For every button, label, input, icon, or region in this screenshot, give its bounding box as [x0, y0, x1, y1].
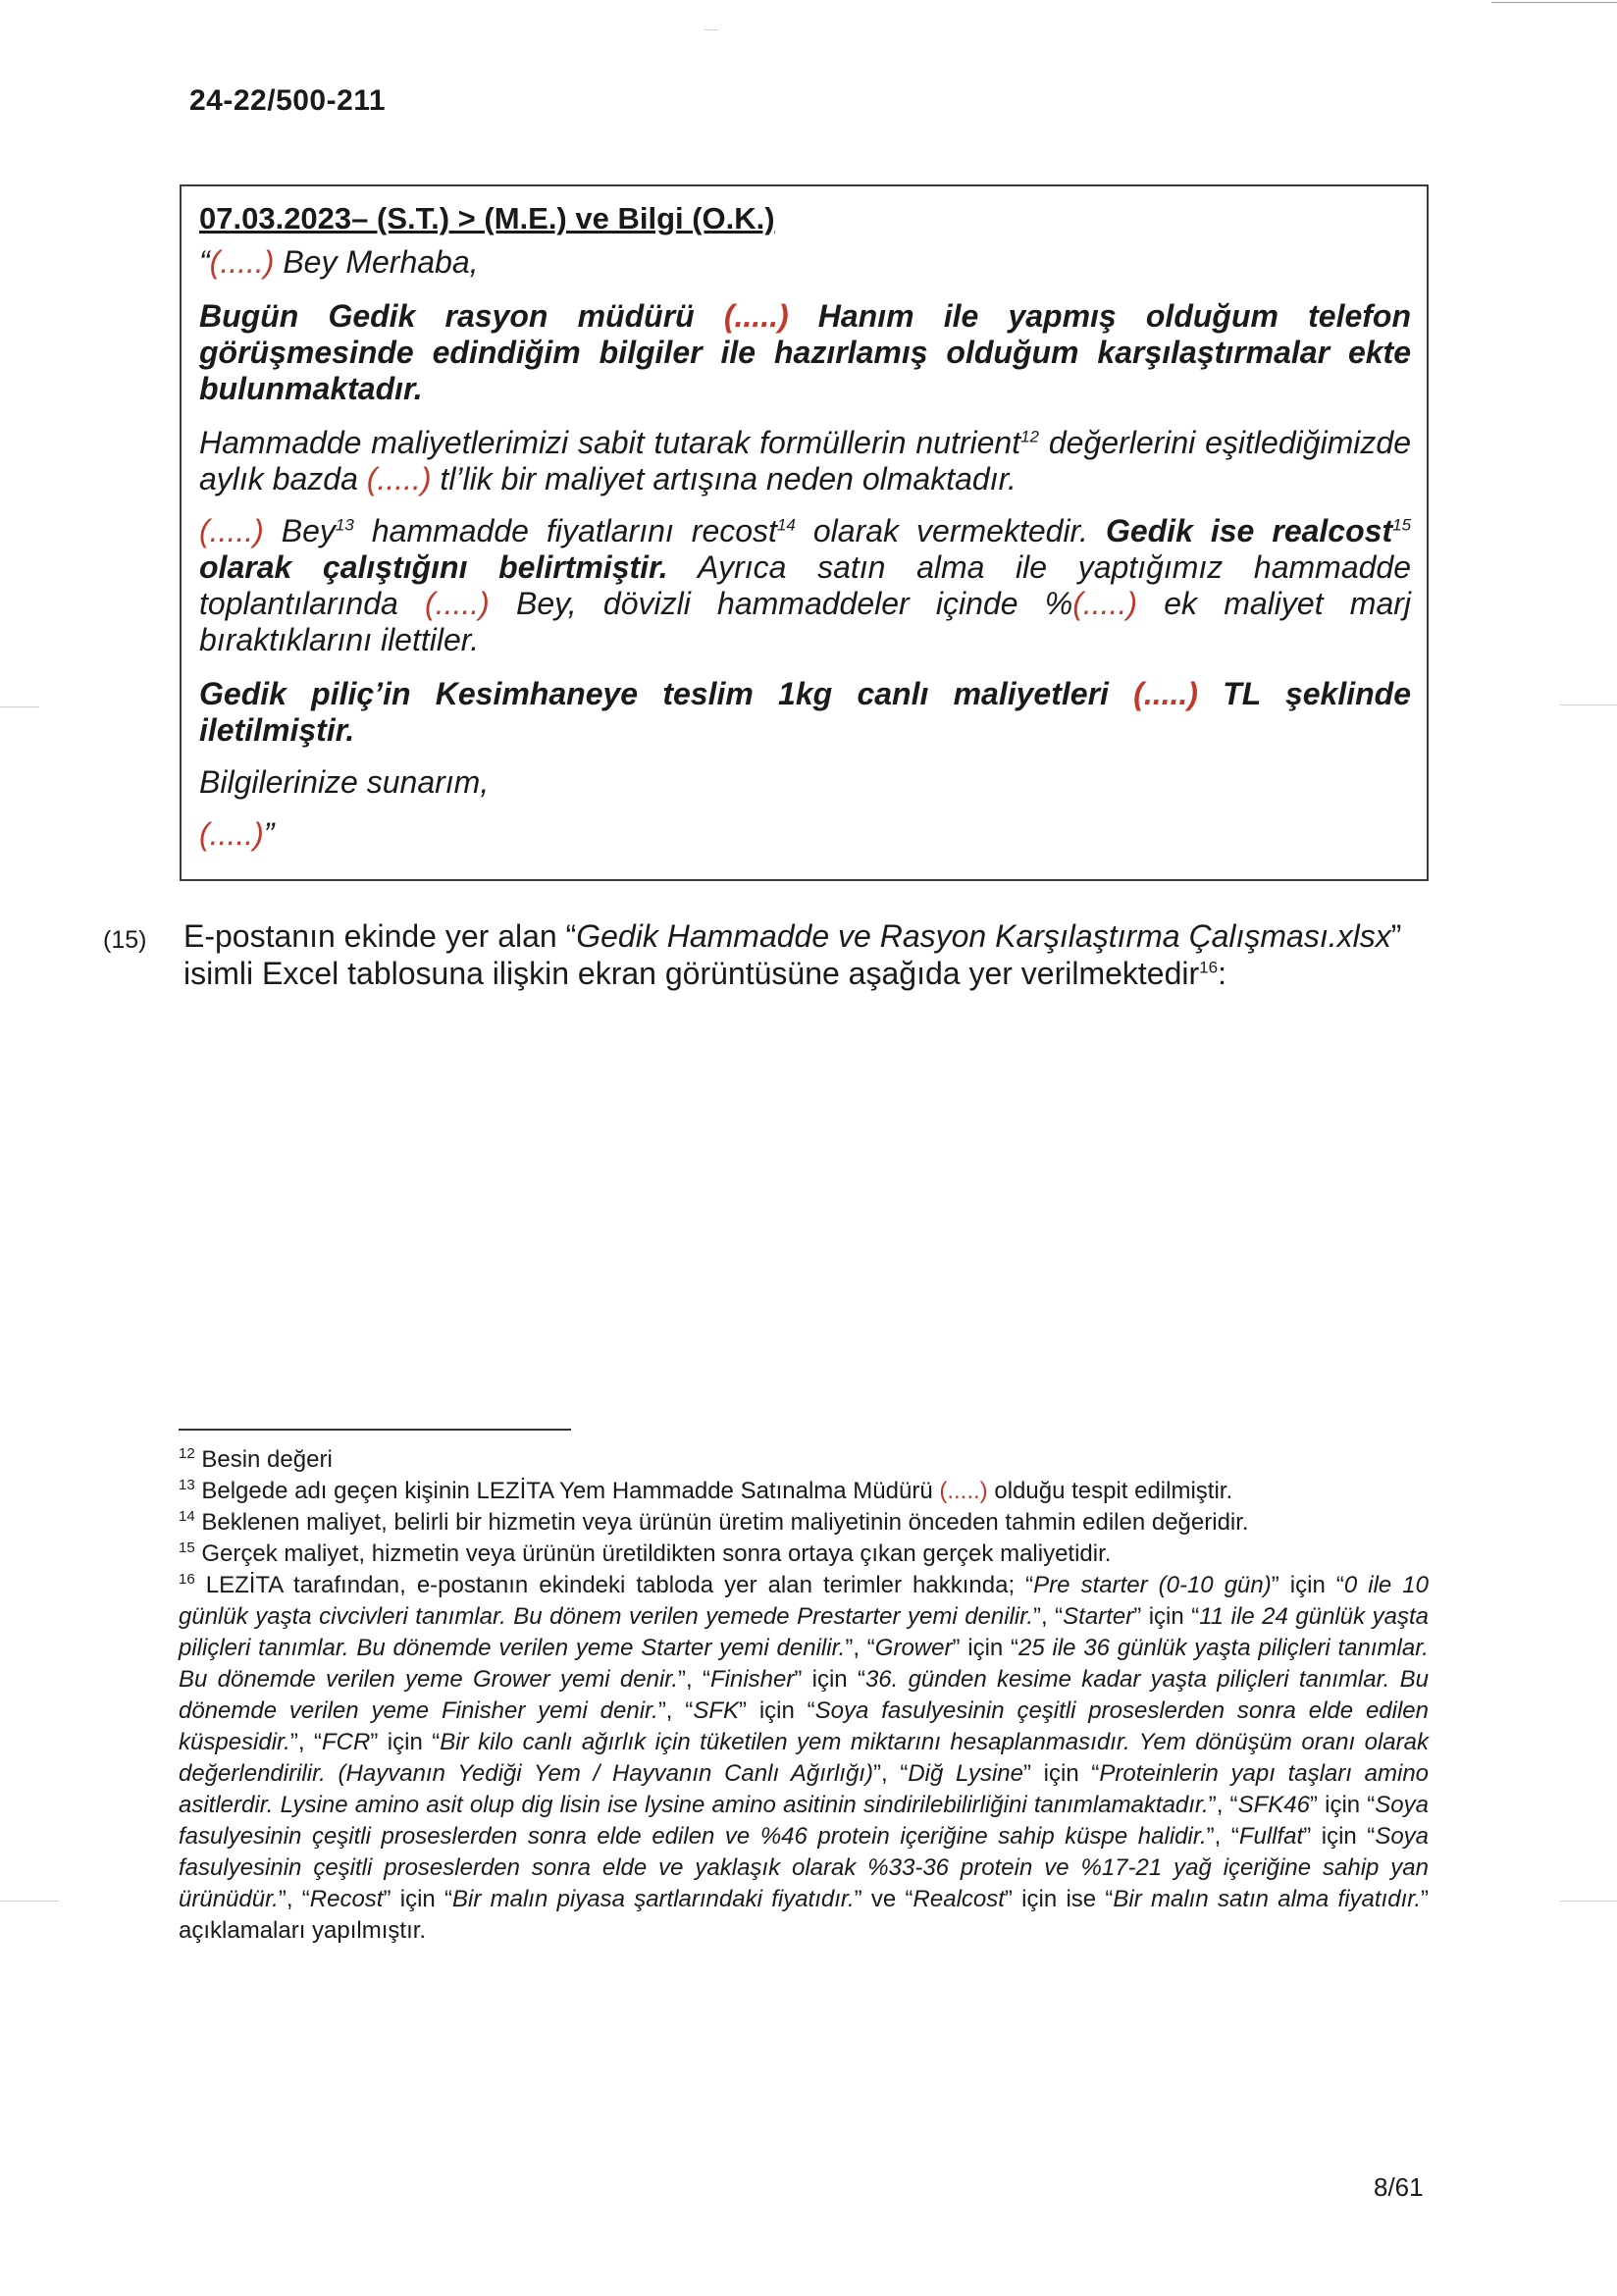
- email-greeting: “(.....) Bey Merhaba,: [199, 244, 479, 280]
- footnote-15: $^{15}$ Gerçek maliyet, hizmetin veya ürünün üretildikten sonra ortaya çıkan gerçek maliyetidir.: [179, 1539, 1112, 1567]
- footnotes: [179, 1444, 1429, 1947]
- paragraph-15-text: E-postanın ekinde yer alan “Gedik Hammadde ve Rasyon Karşılaştırma Çalışması.xlsx” isimli Excel tablosuna ilişkin ekran görüntüsüne aşağıda yer verilmektedir$^{16}$:: [183, 918, 1402, 991]
- footnote-separator: [179, 1429, 571, 1431]
- footnote-16: $^{16}$ LEZİTA tarafından, e-postanın ekindeki tabloda yer alan terimler hakkında; “Pre starter (0-10 gün)” için “0 ile 10 günlük yaşta civcivleri tanımlar. Bu dönem verilen yemede Prestarter yemi denilir.”, “Starter” için “11 ile 24 günlük yaşta piliçleri tanımlar. Bu dönemde verilen yeme Starter yemi denilir.”, “Grower” için “25 ile 36 günlük yaşta piliçleri tanımlar. Bu dönemde verilen yeme Grower yemi denir.”, “Finisher” için “36. günden kesime kadar yaşta piliçleri tanımlar. Bu dönemde verilen yeme Finisher yemi denir.”, “SFK” için “Soya fasulyesinin çeşitli proseslerden sonra elde edilen küspesidir.”, “FCR” için “Bir kilo canlı ağırlık için tüketilen yem miktarını hesaplanmasıdır. Yem dönüşüm oranı olarak değerlendirilir. (Hayvanın Yediği Yem / Hayvanın Canlı Ağırlığı)”, “Diğ Lysine” için “Proteinlerin yapı taşları amino asitlerdir. Lysine amino asit olup dig lisin ise lysine amino asitinin sindirilebilirliğini tanımlamaktadır.”, “SFK46” için “Soya fasulyesinin çeşitli proseslerden sonra elde edilen ve %46 protein içeriğine sahip küspe halidir.”, “Fullfat” için “Soya fasulyesinin çeşitli proseslerden sonra elde ve yaklaşık olarak %33-36 protein ve %17-21 yağ içeriğine sahip yan ürünüdür.”, “Recost” için “Bir malın piyasa şartlarındaki fiyatıdır.” ve “Realcost” için ise “Bir malın satın alma fiyatıdır.” açıklamaları yapılmıştır.: [179, 1571, 1430, 1944]
- email-heading: 07.03.2023– (S.T.) > (M.E.) ve Bilgi (O.K.): [199, 201, 775, 235]
- email-paragraph-3: (.....) Bey$^{13}$ hammadde fiyatlarını recost$^{14}$ olarak vermektedir. Gedik ise realcost$^{15}$ olarak çalıştığını belirtmiştir. Ayrıca satın alma ile yaptığımız hammadde toplantılarında (.....) Bey, dövizli hammaddeler içinde %(.....) ek maliyet marj bıraktıklarını ilettiler.: [199, 513, 1412, 657]
- email-paragraph-1: Bugün Gedik rasyon müdürü (.....) Hanım ile yapmış olduğum telefon görüşmesinde edindiğim bilgiler ile hazırlamış olduğum karşılaştırmalar ekte bulunmaktadır.: [199, 298, 1412, 406]
- scan-edge-line: [1491, 2, 1617, 3]
- scan-mark: [0, 706, 39, 707]
- footnote-14: $^{14}$ Beklenen maliyet, belirli bir hizmetin veya ürünün üretim maliyetinin önceden tahmin edilen değeridir.: [179, 1508, 1249, 1536]
- scan-mark: [1560, 1901, 1617, 1902]
- scan-mark: [0, 1901, 59, 1902]
- email-signature: (.....)”: [199, 816, 275, 852]
- email-paragraph-4: Gedik piliç’in Kesimhaneye teslim 1kg canlı maliyetleri (.....) TL şeklinde iletilmiştir.: [199, 676, 1412, 748]
- paragraph-number: (15): [103, 926, 147, 954]
- email-paragraph-2: Hammadde maliyetlerimizi sabit tutarak formüllerin nutrient$^{12}$ değerlerini eşitlediğimizde aylık bazda (.....) tl’lik bir maliyet artışına neden olmaktadır.: [199, 425, 1412, 496]
- scan-mark: [704, 29, 718, 30]
- document-number: 24-22/500-211: [189, 84, 387, 117]
- email-closing: Bilgilerinize sunarım,: [199, 764, 490, 800]
- footnote-13: $^{13}$ Belgede adı geçen kişinin LEZİTA Yem Hammadde Satınalma Müdürü (.....) olduğu tespit edilmiştir.: [179, 1477, 1233, 1504]
- paragraph-15: [103, 917, 1433, 992]
- scan-mark: [1560, 704, 1617, 705]
- footnote-12: $^{12}$ Besin değeri: [179, 1445, 333, 1473]
- page-number: 8/61: [1374, 2172, 1424, 2202]
- email-quote-box: [180, 184, 1429, 881]
